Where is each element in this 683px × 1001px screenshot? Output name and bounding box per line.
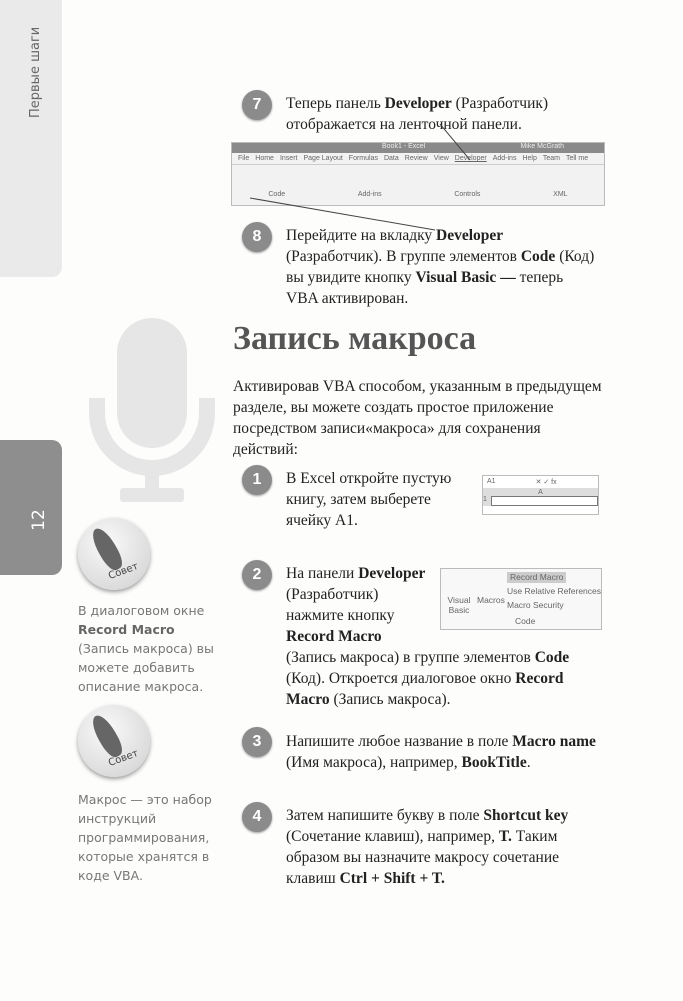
text-segment: (Запись макроса) в группе элементов	[286, 649, 535, 666]
text-segment: .	[526, 754, 531, 771]
user-name: Mike McGrath	[520, 143, 564, 150]
bold-term: Developer	[358, 565, 426, 582]
bold-term: Record Macro	[78, 622, 175, 637]
window-title: Book1 - Excel	[382, 143, 426, 150]
text-segment: В диалоговом окне	[78, 603, 205, 618]
ribbon-tab: Insert	[279, 155, 298, 162]
cell-screenshot	[482, 475, 599, 515]
bold-term: Developer	[384, 95, 452, 112]
text-segment: (Код). Откроется диалоговое окно	[286, 670, 516, 687]
ribbon-tab: Developer	[454, 155, 487, 162]
bold-term: Ctrl + Shift + T.	[339, 870, 445, 887]
group-label: Code	[515, 616, 536, 626]
intro-paragraph: Активировав VBA способом, указанным в предыдущем разделе, вы можете создать простое приложение посредством записи«макроса» для сохранения действий:	[233, 378, 602, 458]
bold-term: Visual Basic —	[415, 269, 516, 286]
page-number: 12	[28, 509, 49, 531]
record-macro-button: Record Macro	[507, 572, 566, 583]
text-segment: Таким образом вы назначите макросу сочетание клавиш	[286, 828, 560, 887]
text-segment: Перейдите на вкладку	[286, 227, 437, 244]
step-number: 7	[242, 90, 272, 120]
microphone-icon	[85, 318, 220, 503]
step-number: 1	[242, 465, 272, 495]
step-number: 8	[242, 222, 272, 252]
ribbon-group-label: Code	[268, 191, 286, 198]
step-number: 2	[242, 560, 272, 590]
tip-badge	[78, 518, 150, 590]
ribbon-tab: Page Layout	[303, 155, 343, 162]
text-segment: (Запись макроса) вы можете добавить описание макроса.	[78, 641, 214, 694]
bold-term: Code	[520, 248, 556, 265]
formula-bar-icons: ✕ ✓ fx	[535, 479, 557, 486]
text-segment: (Разработчик). В группе элементов	[286, 248, 521, 265]
text-segment: Макрос — это набор инструкций программирования, которые хранятся в коде VBA.	[78, 792, 212, 883]
text-segment: Затем напишите букву в поле	[286, 807, 484, 824]
ribbon-tab: View	[433, 155, 449, 162]
ribbon-tab: Data	[383, 155, 399, 162]
name-box: A1	[487, 478, 496, 485]
tip-badge	[78, 705, 150, 777]
text-segment: (Разработчик) отображается на ленточной панели.	[286, 95, 549, 133]
ribbon-tab: Help	[522, 155, 537, 162]
ribbon-tab: Formulas	[348, 155, 378, 162]
ribbon-tab: Review	[404, 155, 428, 162]
column-header: A	[483, 489, 598, 496]
callout-lines	[240, 120, 480, 240]
page-number-tab	[0, 440, 62, 575]
text-segment: (Код) вы увидите кнопку	[286, 248, 595, 286]
chapter-tab	[0, 0, 62, 277]
bold-term: Record Macro	[286, 670, 564, 708]
text-segment: (Запись макроса).	[329, 691, 451, 708]
macros-button: Macros	[477, 595, 505, 605]
code-group-screenshot	[440, 568, 602, 630]
step-1-text	[286, 468, 461, 531]
step-3-text	[286, 731, 606, 773]
ribbon-group-label: XML	[553, 191, 568, 198]
text-segment: (Разработчик) нажмите кнопку	[286, 586, 395, 624]
text-segment: Теперь панель	[286, 95, 385, 112]
text-segment: (Имя макроса), например,	[286, 754, 462, 771]
bold-term: Developer	[436, 227, 504, 244]
tip-1-text	[78, 601, 228, 696]
step-number: 3	[242, 727, 272, 757]
step-4-text	[286, 805, 606, 889]
bold-term: Record Macro	[286, 628, 382, 645]
bold-term: T.	[498, 828, 512, 845]
bold-term: BookTitle	[461, 754, 527, 771]
ribbon-group-label: Add-ins	[357, 191, 382, 198]
ribbon-group-label: Controls	[454, 191, 481, 198]
text-segment: В Excel откройте пустую книгу, затем выберете ячейку A1.	[286, 470, 452, 529]
cell-a1	[491, 496, 598, 506]
text-segment: На панели	[286, 565, 359, 582]
bold-term: Shortcut key	[483, 807, 569, 824]
ribbon-tab: Team	[542, 155, 560, 162]
step-8-text	[286, 225, 596, 309]
ribbon-tab: Home	[255, 155, 274, 162]
tip-badge-label: Совет	[107, 561, 140, 582]
row-header: 1	[483, 496, 491, 506]
text-segment: (Сочетание клавиш), например,	[286, 828, 499, 845]
macro-security-button: Macro Security	[507, 600, 564, 610]
step-number: 4	[242, 802, 272, 832]
section-heading: Запись макроса	[233, 320, 477, 357]
chapter-title: Первые шаги	[28, 26, 43, 118]
bold-term: Macro name	[512, 733, 596, 750]
ribbon-tab: Tell me	[565, 155, 589, 162]
bold-term: Code	[534, 649, 570, 666]
tip-badge-label: Совет	[107, 748, 140, 769]
text-segment: теперь VBA активирован.	[286, 269, 564, 307]
text-segment: Напишите любое название в поле	[286, 733, 513, 750]
visual-basic-button: Visual Basic	[447, 595, 471, 615]
ribbon-tab: File	[238, 155, 250, 162]
relative-references-button: Use Relative References	[507, 586, 602, 596]
ribbon-tab: Add-ins	[492, 155, 517, 162]
tip-2-text	[78, 790, 228, 885]
